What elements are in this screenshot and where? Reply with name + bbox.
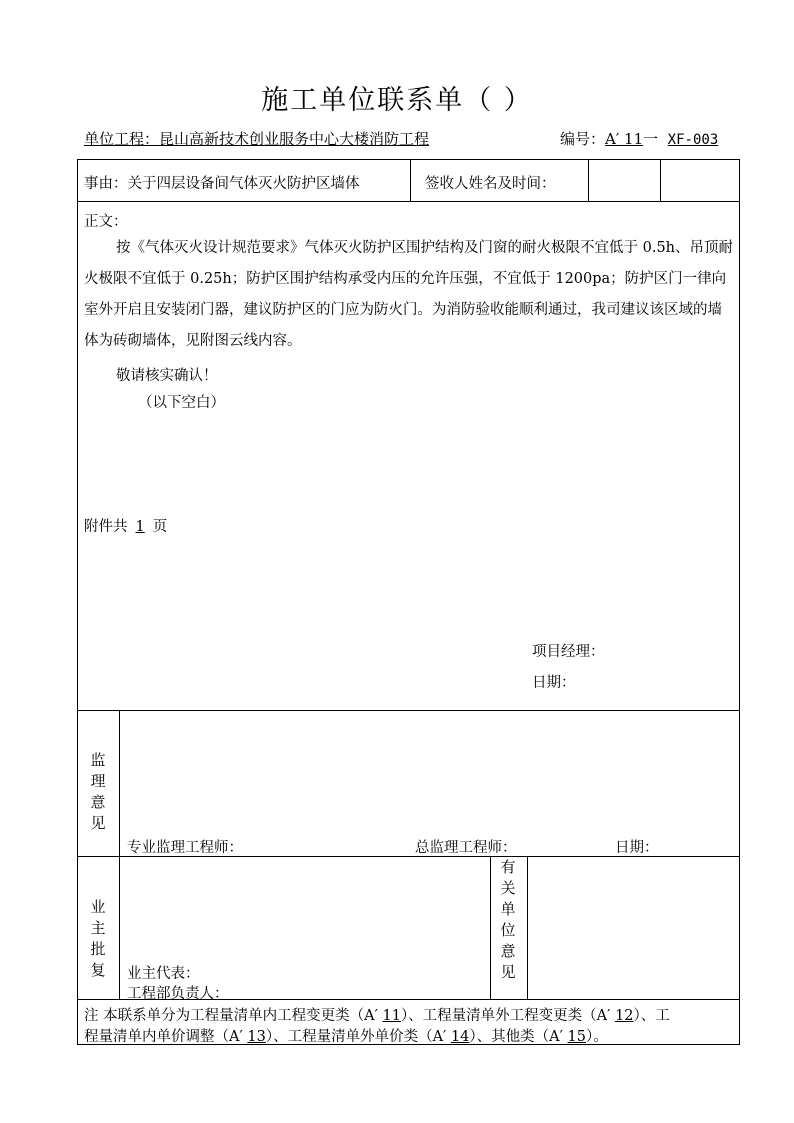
number-value: XF-003	[667, 132, 719, 148]
blank-note: （以下空白）	[138, 395, 225, 411]
note-text: ）、工程量清单外单价类（A′	[265, 1029, 451, 1045]
note-text: ）、其他类（A′	[469, 1029, 568, 1045]
body-heading: 正文：	[84, 214, 128, 230]
note-text: ）、工	[633, 1008, 670, 1024]
confirm-request: 敬请核实确认！	[116, 368, 218, 384]
supervision-engineer-label: 专业监理工程师：	[127, 840, 243, 856]
attachment-suffix: 页	[152, 519, 168, 535]
body-date-label: 日期：	[532, 675, 576, 691]
receiver-label: 签收人姓名及时间：	[425, 176, 556, 192]
number-label: 编号：	[560, 130, 606, 148]
note-code: 12	[615, 1008, 634, 1024]
number-prefix: A′ 11	[605, 130, 644, 148]
project-line	[84, 128, 429, 149]
subject-text: 关于四层设备间气体灭火防护区墙体	[127, 176, 360, 192]
note-code: 11	[382, 1008, 401, 1024]
attachment-count: 1	[135, 519, 145, 535]
number-dash: 一	[643, 130, 659, 148]
related-units-label: 有关单位意见	[500, 858, 516, 981]
note-line-1	[84, 1004, 670, 1025]
note-code: 15	[567, 1029, 586, 1045]
chief-supervisor-label: 总监理工程师：	[415, 840, 517, 856]
attachment-line	[84, 515, 167, 536]
owner-rep-label: 业主代表：	[127, 966, 200, 982]
note-code: 14	[450, 1029, 470, 1045]
project-name: 昆山高新技术创业服务中心大楼消防工程	[159, 130, 430, 148]
supervision-label: 监理意见	[90, 751, 106, 832]
number-line	[560, 128, 718, 149]
subject-field	[84, 172, 360, 193]
note-text: ）。	[585, 1029, 608, 1045]
supervision-date-label: 日期：	[615, 840, 659, 856]
document-title: 施工单位联系单（ ）	[261, 85, 533, 116]
owner-approval-label: 业主批复	[90, 898, 106, 979]
subject-label: 事由：	[84, 176, 128, 192]
note-line-2	[84, 1025, 608, 1046]
attachment-prefix: 附件共	[84, 519, 128, 535]
body-paragraph: 按《气体灭火设计规范要求》气体灭火防护区围护结构及门窗的耐火极限不宜低于 0.5h、吊顶耐火极限不宜低于 0.25h；防护区围护结构承受内压的允许压强，不宜低于 1200pa；防护区门一律向室外开启且安装闭门器，建议防护区的门应为防火门。为消防验收能顺利通过，我司建议该区域的墙体为砖砌墙体，见附图云线内容。	[84, 240, 734, 349]
engineering-dept-label: 工程部负责人：	[127, 986, 229, 1002]
note-text: ）、工程量清单外工程变更类（A′	[400, 1008, 616, 1024]
note-code: 13	[247, 1029, 266, 1045]
project-label: 单位工程：	[84, 130, 160, 148]
project-manager-label: 项目经理：	[532, 644, 605, 660]
note-text: 注 本联系单分为工程量清单内工程变更类（A′	[84, 1008, 383, 1024]
note-text: 程量清单内单价调整（A′	[84, 1029, 248, 1045]
